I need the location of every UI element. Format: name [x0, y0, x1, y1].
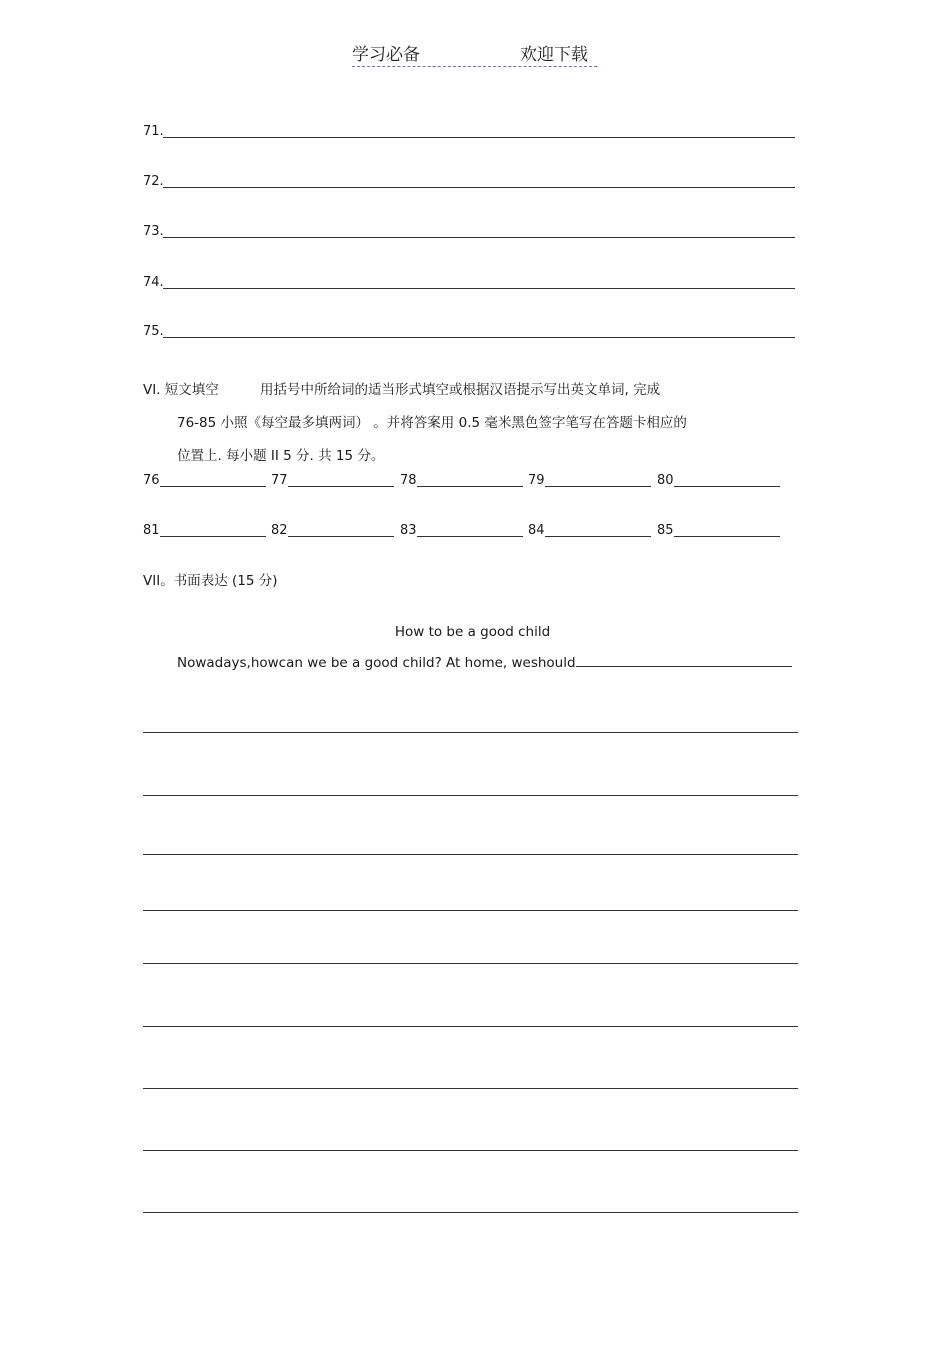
header-right-text: 欢迎下载	[520, 45, 588, 65]
answer-line-75[interactable]	[143, 320, 795, 340]
answer-number: 74.	[143, 275, 164, 290]
section7-heading: VII。书面表达 (15 分)	[143, 573, 278, 589]
essay-opening-blank[interactable]	[576, 655, 792, 667]
writing-line-8[interactable]	[143, 1150, 798, 1151]
page-header	[352, 40, 597, 67]
writing-line-6[interactable]	[143, 1026, 798, 1027]
answer-number: 71.	[143, 124, 164, 139]
answer-number: 75.	[143, 324, 164, 339]
blank-row-76-80: 76 77 78 79 80	[143, 472, 793, 490]
essay-opening-text: Nowadays,howcan we be a good child? At home, weshould	[177, 655, 576, 671]
writing-line-4[interactable]	[143, 910, 798, 911]
writing-line-2[interactable]	[143, 795, 798, 796]
writing-line-5[interactable]	[143, 963, 798, 964]
essay-title: How to be a good child	[394, 624, 551, 640]
section6-instruction-line1: 用括号中所给词的适当形式填空或根据汉语提示写出英文单词, 完成	[260, 382, 661, 398]
answer-line-73[interactable]	[143, 220, 795, 240]
essay-opening[interactable]	[177, 655, 792, 671]
section6-instruction-line3: 位置上. 每小题 II 5 分. 共 15 分。	[177, 448, 385, 464]
header-left-text: 学习必备	[352, 45, 420, 65]
writing-line-9[interactable]	[143, 1212, 798, 1213]
answer-line-72[interactable]	[143, 170, 795, 190]
answer-line-74[interactable]	[143, 271, 795, 291]
writing-line-7[interactable]	[143, 1088, 798, 1089]
blank-row-81-85: 81 82 83 84 85	[143, 522, 793, 540]
writing-line-3[interactable]	[143, 854, 798, 855]
section6-instruction-line2: 76-85 小照《每空最多填两词） 。并将答案用 0.5 毫米黑色签字笔写在答题卡相应的	[177, 415, 687, 431]
section6-heading: VI. 短文填空	[143, 382, 219, 398]
answer-line-71[interactable]	[143, 120, 795, 140]
answer-number: 72.	[143, 174, 164, 189]
writing-line-1[interactable]	[143, 732, 798, 733]
answer-number: 73.	[143, 224, 164, 239]
